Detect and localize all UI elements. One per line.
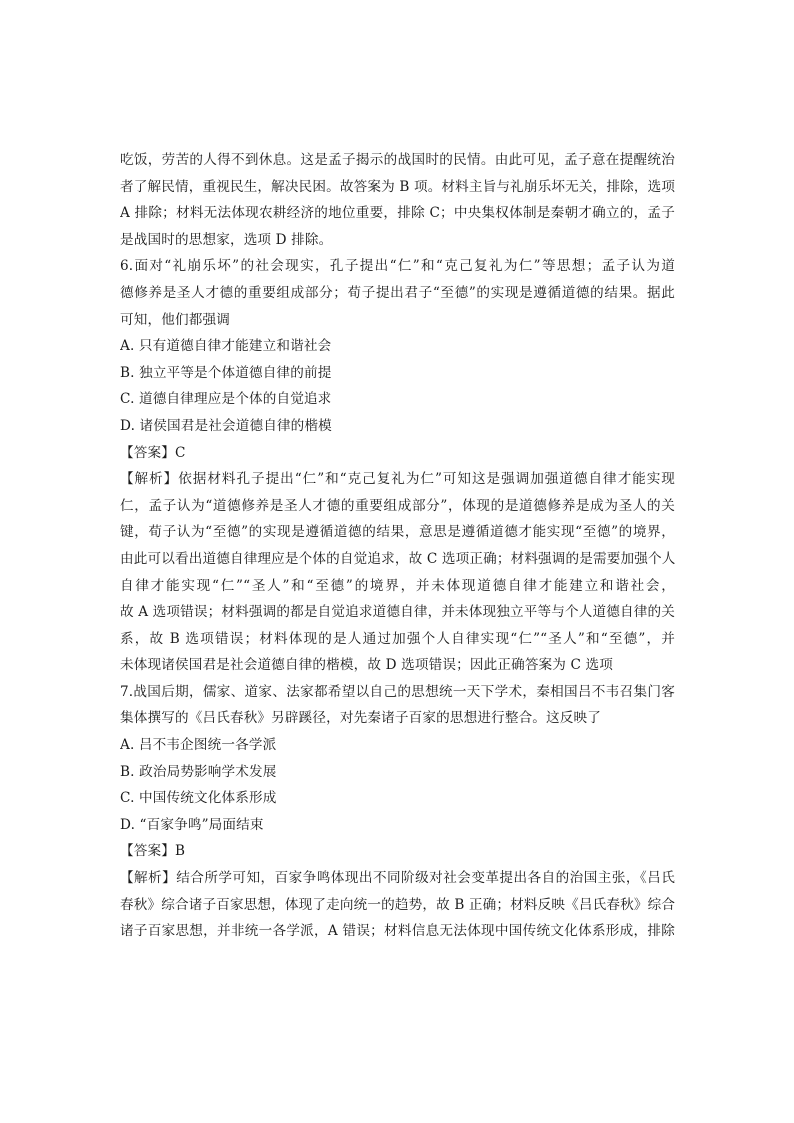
text-line: 由此可以看出道德自律理应是个体的自觉追求，故 C 选项正确；材料强调的是需要加强个人 [120, 550, 675, 567]
question-6-option-c: C. 道德自律理应是个体的自觉追求 [120, 391, 332, 408]
question-7-stem: 7.战国后期，儒家、道家、法家都希望以自己的思想统一天下学术，秦相国吕不韦召集门客 [120, 683, 675, 700]
text-line: 是战国时的思想家，选项 D 排除。 [120, 231, 333, 248]
question-7-option-c: C. 中国传统文化体系形成 [120, 790, 277, 807]
text-line: 可知，他们都强调 [120, 311, 230, 328]
question-7-option-d: D. “百家争鸣”局面结束 [120, 816, 264, 833]
question-6-stem: 6.面对“礼崩乐坏”的社会现实，孔子提出“仁”和“克己复礼为仁”等思想；孟子认为道 [120, 258, 675, 275]
question-7-option-b: B. 政治局势影响学术发展 [120, 763, 277, 780]
text-line: 系，故 B 选项错误；材料体现的是人通过加强个人自律实现“仁”“圣人”和“至德”，并 [120, 630, 675, 647]
question-6-option-a: A. 只有道德自律才能建立和谐社会 [120, 338, 332, 355]
text-line: 仁，孟子认为“道德修养是圣人才德的重要组成部分”，体现的是道德修养是成为圣人的关 [120, 497, 675, 514]
text-line: 键，荀子认为“至德”的实现是遵循道德的结果，意思是遵循道德才能实现“至德”的境界， [120, 524, 675, 541]
question-7-analysis: 【解析】结合所学可知，百家争鸣体现出不同阶级对社会变革提出各自的治国主张，《吕氏 [120, 870, 675, 887]
text-line: 故 A 选项错误；材料强调的都是自觉追求道德自律，并未体现独立平等与个人道德自律的关 [120, 604, 675, 621]
question-7-answer: 【答案】B [120, 843, 186, 860]
document-body [120, 147, 675, 945]
text-line: 春秋》综合诸子百家思想，体现了走向统一的趋势，故 B 正确；材料反映《吕氏春秋》综合 [120, 896, 675, 913]
text-line: 者了解民情，重视民生，解决民困。故答案为 B 项。材料主旨与礼崩乐坏无关，排除，选项 [120, 178, 675, 195]
text-line: 自律才能实现“仁”“圣人”和“至德”的境界，并未体现道德自律才能建立和谐社会， [120, 577, 675, 594]
question-6-option-d: D. 诸侯国君是社会道德自律的楷模 [120, 417, 332, 434]
text-line: 德修养是圣人才德的重要组成部分；荀子提出君子“至德”的实现是遵循道德的结果。据此 [120, 284, 675, 301]
text-line: 吃饭，劳苦的人得不到休息。这是孟子揭示的战国时的民情。由此可见，孟子意在提醒统治 [120, 152, 675, 168]
text-line: 未体现诸侯国君是社会道德自律的楷模，故 D 选项错误；因此正确答案为 C 选项 [120, 657, 614, 674]
question-7-option-a: A. 吕不韦企图统一各学派 [120, 737, 277, 754]
question-6-option-b: B. 独立平等是个体道德自律的前提 [120, 364, 332, 381]
question-6-analysis: 【解析】依据材料孔子提出“仁”和“克己复礼为仁”可知这是强调加强道德自律才能实现 [120, 471, 675, 488]
text-line: 诸子百家思想，并非统一各学派，A 错误；材料信息无法体现中国传统文化体系形成，排除 [120, 923, 675, 940]
text-line: 集体撰写的《吕氏春秋》另辟蹊径，对先秦诸子百家的思想进行整合。这反映了 [120, 710, 602, 727]
text-line: A 排除；材料无法体现农耕经济的地位重要，排除 C；中央集权体制是秦朝才确立的，孟子 [120, 205, 675, 222]
question-6-answer: 【答案】C [120, 444, 186, 461]
